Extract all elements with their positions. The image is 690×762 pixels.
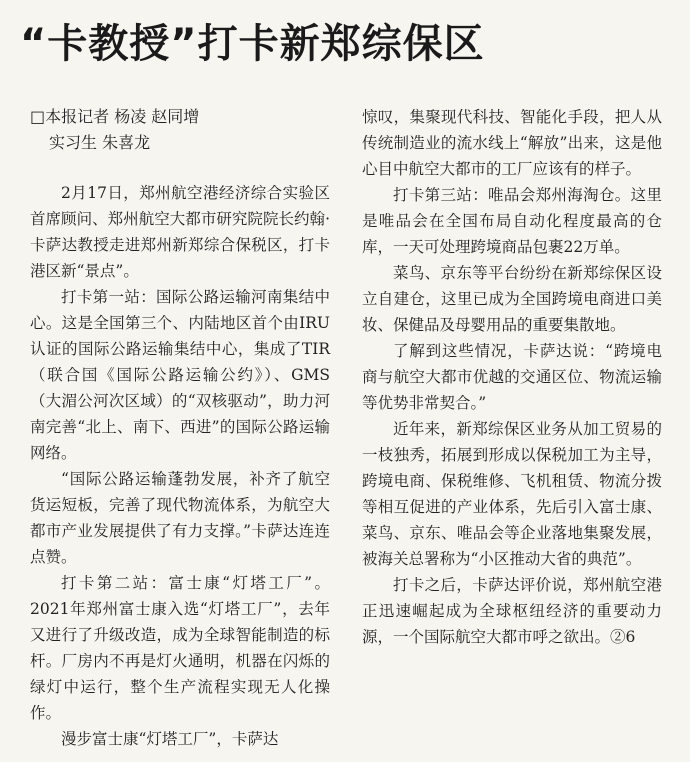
paragraph: 2月17日，郑州航空港经济综合实验区首席顾问、郑州航空大都市研究院院长约翰·卡萨达教授走进郑州新郑综合保税区，打卡港区新“景点”。	[30, 184, 330, 280]
byline	[30, 104, 330, 156]
paragraph: 了解到这些情况，卡萨达说：“跨境电商与航空大都市优越的交通区位、物流运输等优势非常契合。”	[362, 342, 662, 412]
paragraph: 打卡第三站：唯品会郑州海淘仓。这里是唯品会在全国布局自动化程度最高的仓库，一天可处理跨境商品包裹22万单。	[362, 186, 662, 256]
paragraph: 打卡之后，卡萨达评价说，郑州航空港正迅速崛起成为全球枢纽经济的重要动力源，一个国际航空大都市呼之欲出。②6	[362, 576, 662, 646]
paragraph: 漫步富士康“灯塔工厂”，卡萨达	[61, 730, 279, 748]
paragraph-continuation: 惊叹，集聚现代科技、智能化手段，把人从传统制造业的流水线上“解放”出来，这是他心目中航空大都市的工厂应该有的样子。	[362, 108, 662, 178]
headline: “卡教授”打卡新郑综保区	[20, 21, 485, 67]
paragraph: 打卡第一站：国际公路运输河南集结中心。这是全国第三个、内陆地区首个由IRU认证的国际公路运输集结中心，集成了TIR（联合国《国际公路运输公约》）、GMS（大湄公河次区域）的“双核驱动”，助力河南完善“北上、南下、西进”的国际公路运输网络。	[30, 288, 330, 462]
right-column	[362, 104, 662, 650]
paragraph: 打卡第二站：富士康“灯塔工厂”。2021年郑州富士康入选“灯塔工厂”，去年又进行了升级改造，成为全球智能制造的标杆。厂房内不再是灯火通明，机器在闪烁的绿灯中运行，整个生产流程实现无人化操作。	[30, 574, 330, 722]
byline-reporters: □本报记者 杨凌 赵同增	[30, 107, 200, 126]
paragraph: 近年来，新郑综保区业务从加工贸易的一枝独秀，拓展到形成以保税加工为主导，跨境电商、保税维修、飞机租赁、物流分拨等相互促进的产业体系，先后引入富士康、菜鸟、京东、唯品会等企业落地集聚发展，被海关总署称为“小区推动大省的典范”。	[362, 420, 662, 568]
paragraph: “国际公路运输蓬勃发展，补齐了航空货运短板，完善了现代物流体系，为航空大都市产业发展提供了有力支撑。”卡萨达连连点赞。	[30, 470, 330, 566]
paragraph: 菜鸟、京东等平台纷纷在新郑综保区设立自建仓，这里已成为全国跨境电商进口美妆、保健品及母婴用品的重要集散地。	[362, 264, 662, 334]
byline-intern: 实习生 朱喜龙	[49, 133, 151, 152]
left-column	[30, 180, 330, 752]
